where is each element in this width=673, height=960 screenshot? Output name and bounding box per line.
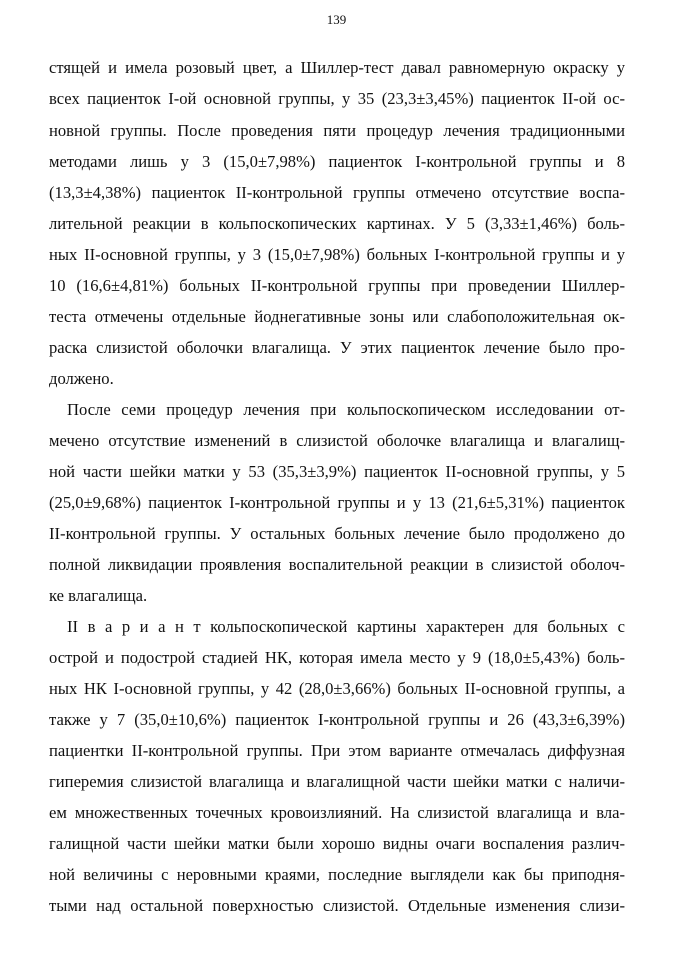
text-line: теста отмечены отдельные йоднегативные зоны или слабоположительная ок-	[49, 307, 625, 326]
text-line: методами лишь у 3 (15,0±7,98%) пациенток I-контрольной группы и 8	[49, 152, 625, 171]
text-line: ной части шейки матки у 53 (35,3±3,9%) пациенток II-основной группы, у 5	[49, 462, 625, 481]
page-number: 139	[326, 12, 347, 27]
text-line: (13,3±4,38%) пациенток II-контрольной группы отмечено отсутствие воспа-	[49, 183, 625, 202]
text-line: галищной части шейки матки были хорошо видны очаги воспаления различ-	[49, 834, 625, 853]
text-line: лительной реакции в кольпоскопических картинах. У 5 (3,33±1,46%) боль-	[49, 214, 625, 233]
text-line: полной ликвидации проявления воспалительной реакции в слизистой оболоч-	[49, 555, 625, 574]
text-line: тыми над остальной поверхностью слизистой. Отдельные изменения слизи-	[49, 896, 625, 915]
text-line: ных НК I-основной группы, у 42 (28,0±3,66%) больных II-основной группы, а	[49, 679, 625, 698]
text-line: всех пациенток I-ой основной группы, у 35 (23,3±3,45%) пациенток II-ой ос-	[49, 89, 625, 108]
text-line: ем множественных точечных кровоизлияний. На слизистой влагалища и вла-	[49, 803, 625, 822]
text-line: должено.	[49, 369, 114, 388]
text-line: ной величины с неровными краями, последние выглядели как бы приподня-	[49, 865, 625, 884]
text-line: гиперемия слизистой влагалища и влагалищной части шейки матки с наличи-	[49, 772, 625, 791]
text-line: также у 7 (35,0±10,6%) пациенток I-контрольной группы и 26 (43,3±6,39%)	[49, 710, 625, 729]
text-line: стящей и имела розовый цвет, а Шиллер-тест давал равномерную окраску у	[49, 58, 625, 77]
text-line: II-контрольной группы. У остальных больных лечение было продолжено до	[49, 524, 625, 543]
text-line: мечено отсутствие изменений в слизистой оболочке влагалища и влагалищ-	[49, 431, 625, 450]
paragraph-first-line: После семи процедур лечения при кольпоскопическом исследовании от-	[67, 400, 625, 419]
text-line: (25,0±9,68%) пациенток I-контрольной группы и у 13 (21,6±5,31%) пациенток	[49, 493, 625, 512]
paragraph-first-line: II в а р и а н т кольпоскопической картины характерен для больных с	[67, 617, 625, 636]
text-line: 10 (16,6±4,81%) больных II-контрольной группы при проведении Шиллер-	[49, 276, 625, 295]
text-line: острой и подострой стадией НК, которая имела место у 9 (18,0±5,43%) боль-	[49, 648, 625, 667]
text-line: ных II-основной группы, у 3 (15,0±7,98%) больных I-контрольной группы и у	[49, 245, 625, 264]
text-line: пациентки II-контрольной группы. При этом варианте отмечалась диффузная	[49, 741, 625, 760]
text-line: раска слизистой оболочки влагалища. У этих пациенток лечение было про-	[49, 338, 625, 357]
text-line: новной группы. После проведения пяти процедур лечения традиционными	[49, 121, 625, 140]
text-line: ке влагалища.	[49, 586, 148, 605]
